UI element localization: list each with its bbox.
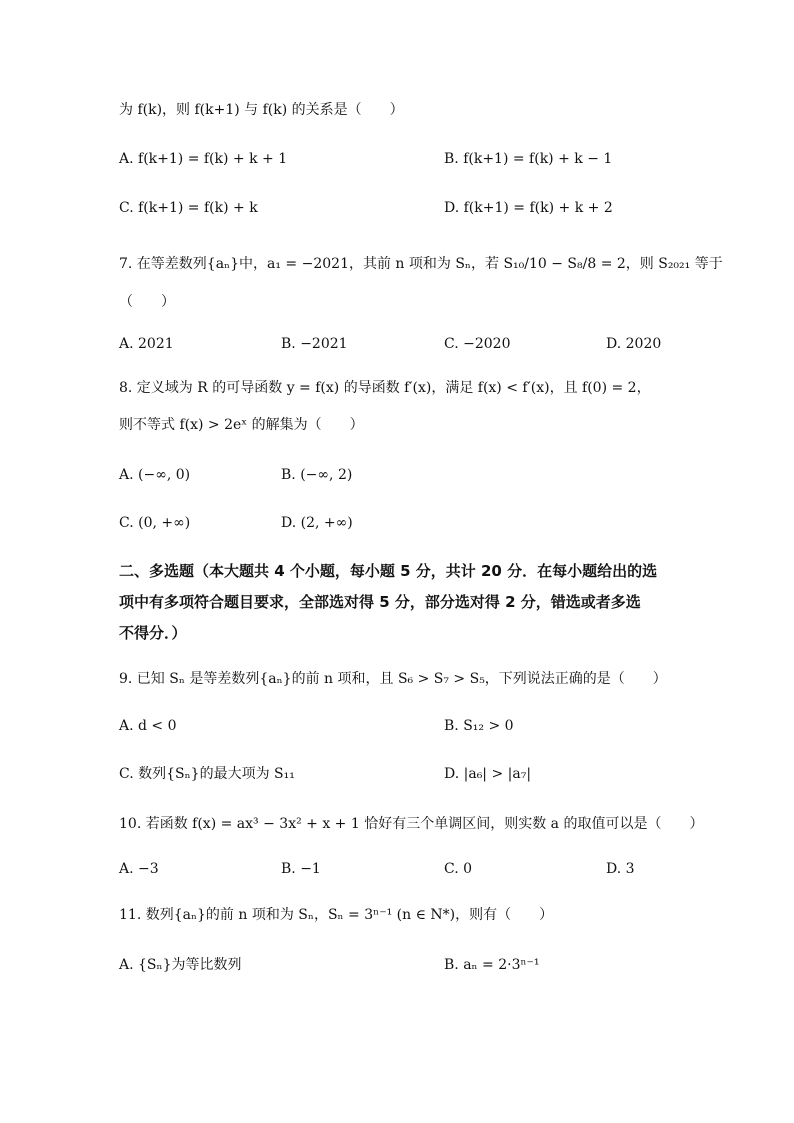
q8-stem-line2: 则不等式 f(x) > 2eˣ 的解集为（ ） — [119, 417, 364, 433]
q6-option-b: B. f(k+1) = f(k) + k − 1 — [444, 151, 613, 167]
q6-stem-tail: 为 f(k)，则 f(k+1) 与 f(k) 的关系是（ ） — [119, 102, 404, 118]
q7-paren: （ ） — [119, 294, 175, 310]
q6-option-a: A. f(k+1) = f(k) + k + 1 — [119, 151, 288, 167]
section-heading-line2: 项中有多项符合题目要求，全部选对得 5 分，部分选对得 2 分，错选或者多选 — [119, 593, 641, 611]
q10-option-c: C. 0 — [444, 861, 473, 877]
q10-stem: 10. 若函数 f(x) = ax³ − 3x² + x + 1 恰好有三个单调区间，则实数 a 的取值可以是（ ） — [119, 816, 704, 832]
section-heading-line1: 二、多选题（本大题共 4 个小题，每小题 5 分，共计 20 分．在每小题给出的选 — [119, 562, 658, 580]
q6-option-d: D. f(k+1) = f(k) + k + 2 — [444, 200, 613, 216]
q8-option-d: D. (2, +∞) — [281, 515, 353, 531]
q8-option-b: B. (−∞, 2) — [281, 467, 353, 483]
q10-option-b: B. −1 — [281, 861, 321, 877]
q10-option-a: A. −3 — [119, 861, 159, 877]
q6-option-c: C. f(k+1) = f(k) + k — [119, 200, 258, 216]
q7-option-d: D. 2020 — [606, 336, 662, 352]
q7-option-c: C. −2020 — [444, 336, 511, 352]
q9-stem: 9. 已知 Sₙ 是等差数列{aₙ}的前 n 项和，且 S₆ > S₇ > S₅，下列说法正确的是（ ） — [119, 671, 667, 687]
q9-option-b: B. S₁₂ > 0 — [444, 718, 514, 734]
q8-option-a: A. (−∞, 0) — [119, 467, 191, 483]
q8-option-c: C. (0, +∞) — [119, 515, 191, 531]
q9-option-a: A. d < 0 — [119, 718, 177, 734]
q7-option-b: B. −2021 — [281, 336, 348, 352]
section-heading-line3: 不得分．） — [119, 624, 187, 642]
q7-stem: 7. 在等差数列{aₙ}中，a₁ = −2021，其前 n 项和为 Sₙ，若 S₁₀/10 − S₈/8 = 2，则 S₂₀₂₁ 等于 — [119, 256, 723, 272]
q9-option-d: D. |a₆| > |a₇| — [444, 766, 532, 782]
q8-stem-line1: 8. 定义域为 R 的可导函数 y = f(x) 的导函数 f′(x)，满足 f(x) < f′(x)，且 f(0) = 2， — [119, 380, 651, 396]
q7-option-a: A. 2021 — [119, 336, 174, 352]
q11-option-a: A. {Sₙ}为等比数列 — [119, 957, 242, 973]
q10-option-d: D. 3 — [606, 861, 635, 877]
q11-stem: 11. 数列{aₙ}的前 n 项和为 Sₙ，Sₙ = 3ⁿ⁻¹ (n ∈ N*)，则有（ ） — [119, 907, 554, 923]
q11-option-b: B. aₙ = 2·3ⁿ⁻¹ — [444, 957, 540, 973]
q9-option-c: C. 数列{Sₙ}的最大项为 S₁₁ — [119, 766, 295, 782]
